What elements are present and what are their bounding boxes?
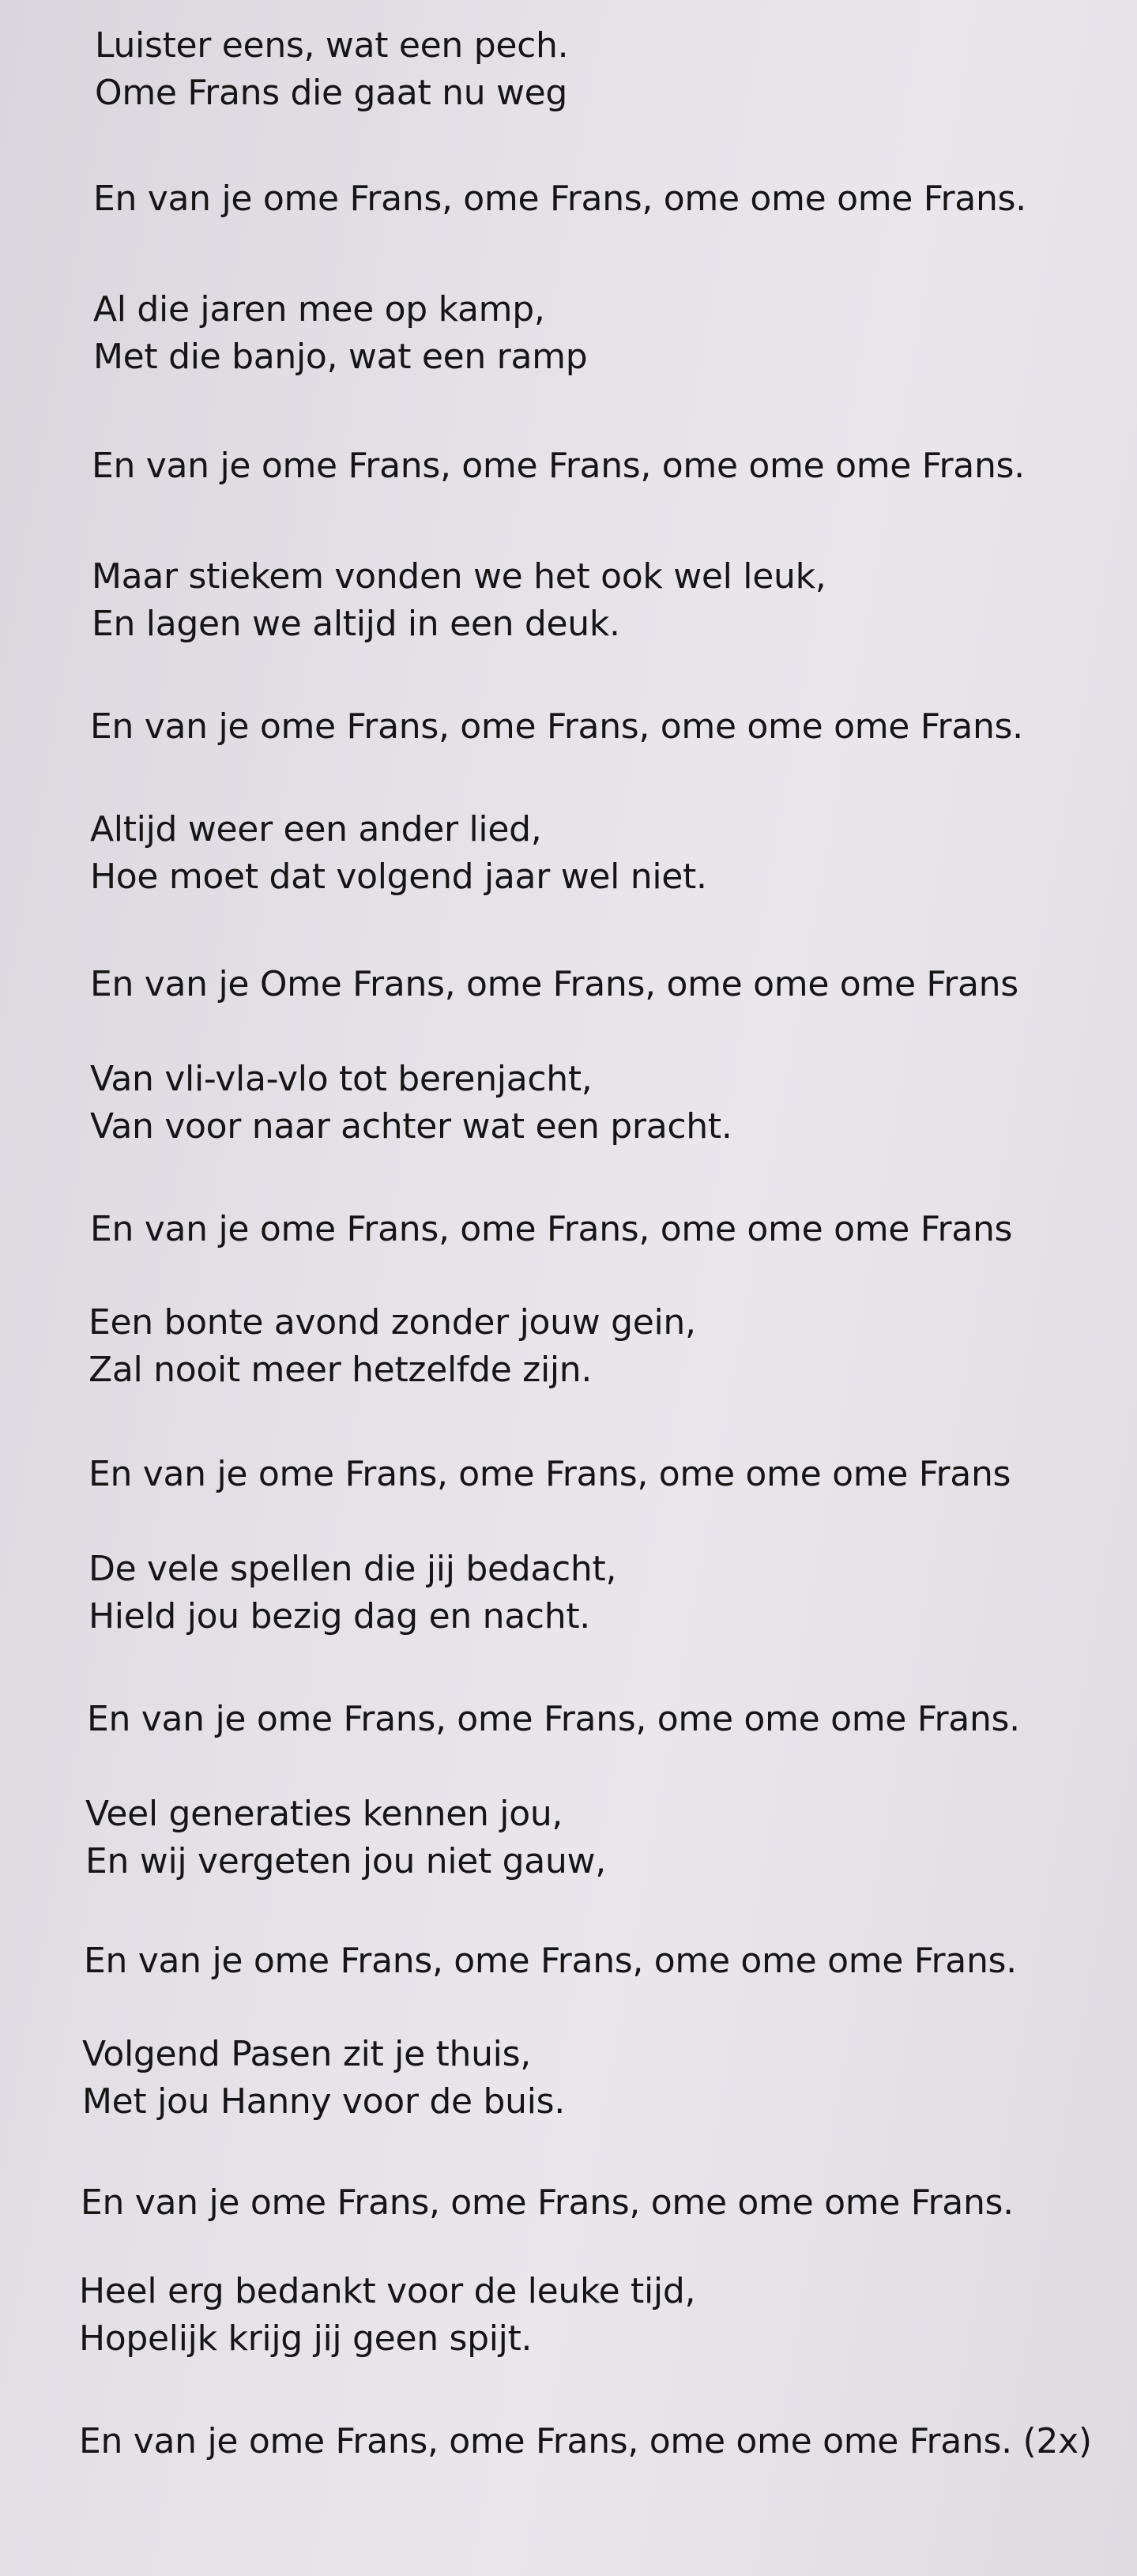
lyric-line: En van je ome Frans, ome Frans, ome ome ome Frans. — [84, 1941, 1017, 1981]
verse-5 — [90, 1056, 732, 1151]
refrain-9 — [81, 2179, 1014, 2227]
verse-2 — [93, 286, 587, 381]
lyric-line: En van je ome Frans, ome Frans, ome ome ome Frans. — [93, 179, 1026, 219]
lyric-line: En van je ome Frans, ome Frans, ome ome ome Frans. — [87, 1699, 1020, 1739]
refrain-4 — [90, 961, 1018, 1008]
lyric-line: En van je Ome Frans, ome Frans, ome ome ome Frans — [90, 964, 1018, 1004]
lyric-line: En wij vergeten jou niet gauw, — [85, 1841, 606, 1881]
refrain-1 — [93, 175, 1026, 223]
lyric-line: Hield jou bezig dag en nacht. — [88, 1596, 590, 1636]
lyric-line: En van je ome Frans, ome Frans, ome ome ome Frans. — [81, 2182, 1014, 2223]
verse-7 — [88, 1546, 616, 1640]
lyric-line: En van je ome Frans, ome Frans, ome ome ome Frans. — [92, 446, 1025, 486]
verse-10 — [79, 2268, 695, 2363]
lyric-line: Ome Frans die gaat nu weg — [95, 73, 568, 113]
verse-6 — [88, 1299, 696, 1394]
lyric-line: Met die banjo, wat een ramp — [93, 337, 588, 377]
lyric-line: En van je ome Frans, ome Frans, ome ome ome Frans — [90, 1209, 1013, 1249]
lyric-line: De vele spellen die jij bedacht, — [88, 1549, 617, 1589]
verse-9 — [82, 2031, 565, 2126]
lyric-line: Van voor naar achter wat een pracht. — [90, 1106, 732, 1147]
refrain-8 — [84, 1938, 1017, 1985]
lyric-line: En van je ome Frans, ome Frans, ome ome ome Frans — [88, 1454, 1011, 1494]
lyric-line: En van je ome Frans, ome Frans, ome ome ome Frans. — [90, 706, 1023, 747]
lyric-line: Zal nooit meer hetzelfde zijn. — [88, 1350, 593, 1390]
refrain-10 — [79, 2418, 1092, 2465]
lyric-line: Veel generaties kennen jou, — [85, 1794, 563, 1834]
refrain-3 — [90, 703, 1023, 751]
lyric-line: Met jou Hanny voor de buis. — [82, 2081, 565, 2122]
lyric-line: Hopelijk krijg jij geen spijt. — [79, 2318, 533, 2359]
lyric-line: Heel erg bedankt voor de leuke tijd, — [79, 2271, 696, 2311]
verse-3 — [92, 553, 826, 648]
lyric-line: Al die jaren mee op kamp, — [93, 289, 545, 330]
lyric-line: En lagen we altijd in een deuk. — [92, 604, 620, 644]
lyric-line: Hoe moet dat volgend jaar wel niet. — [90, 857, 707, 897]
lyric-line: Een bonte avond zonder jouw gein, — [88, 1302, 696, 1343]
lyric-line: Altijd weer een ander lied, — [90, 809, 542, 849]
lyric-line: En van je ome Frans, ome Frans, ome ome ome Frans. (2x) — [79, 2421, 1092, 2461]
refrain-7 — [87, 1696, 1020, 1743]
verse-1 — [95, 22, 568, 117]
lyric-line: Volgend Pasen zit je thuis, — [82, 2034, 531, 2074]
refrain-5 — [90, 1206, 1012, 1253]
verse-8 — [85, 1791, 606, 1885]
lyric-line: Maar stiekem vonden we het ook wel leuk, — [92, 556, 826, 597]
refrain-6 — [88, 1451, 1011, 1498]
refrain-2 — [92, 443, 1025, 490]
verse-4 — [90, 806, 707, 901]
lyric-line: Van vli-vla-vlo tot berenjacht, — [90, 1059, 593, 1099]
lyric-line: Luister eens, wat een pech. — [95, 25, 569, 66]
